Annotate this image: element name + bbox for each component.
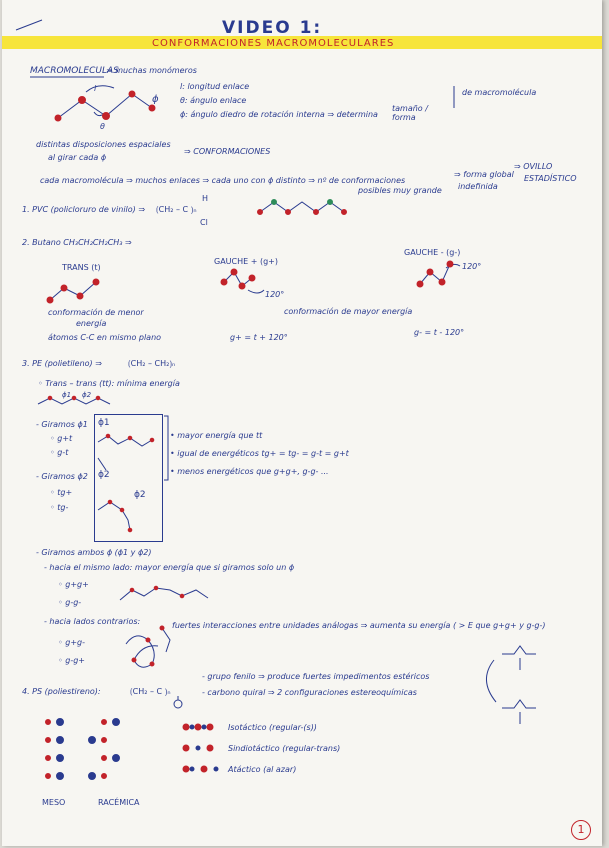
cada-estadistico: ESTADÍSTICO (524, 174, 577, 183)
gm-eq: g- = t - 120° (414, 328, 465, 337)
ps-ata: Atáctico (al azar) (228, 765, 297, 774)
ps-carbono: - carbono quiral ⇒ 2 configuraciones estereoquímicas (202, 688, 417, 697)
pe-gpgm: ◦ g+g- (58, 638, 86, 647)
diag-l-label: l (94, 84, 97, 93)
page-subtitle: CONFORMACIONES MACROMOLECULARES (152, 38, 395, 49)
pe-label: 3. PE (polietileno) ⇒ (22, 359, 102, 368)
cada-text: cada macromolécula ⇒ muchos enlaces ⇒ cada uno con ϕ distinto ⇒ nº de conformaciones (40, 176, 406, 185)
pvc-label: 1. PVC (policloruro de vinilo) ⇒ (22, 205, 146, 214)
conf-line2: al girar cada ϕ (48, 153, 107, 162)
diag-phi-label: ϕ (152, 94, 159, 105)
angle-120-b: 120° (462, 262, 482, 271)
pvc-h: H (202, 194, 209, 203)
pe-ambos: - Giramos ambos ϕ (ϕ1 y ϕ2) (36, 548, 152, 557)
def-l: l: longitud enlace (180, 82, 250, 91)
g1a: ◦ g+t (50, 434, 73, 443)
g2a: ◦ tg+ (50, 488, 73, 497)
trans-note3: átomos C-C en mismo plano (48, 333, 162, 342)
notebook-page (2, 0, 602, 846)
pvc-cl: Cl (200, 218, 208, 227)
giramos-phi2: - Giramos ϕ2 (36, 472, 88, 481)
macro-heading-rest: = muchas monómeros (106, 66, 197, 75)
diag-theta-label: θ (100, 122, 105, 131)
pe-b1: • mayor energía que tt (170, 431, 263, 440)
cada-forma: ⇒ forma global (454, 170, 514, 179)
pe-b3: • menos energéticos que g+g+, g-g- ... (170, 467, 329, 476)
page-title: VIDEO 1: (222, 18, 323, 38)
conf-line1: distintas disposiciones espaciales (36, 140, 171, 149)
mayor-energia: conformación de mayor energía (284, 307, 413, 316)
pe-mismo: - hacia el mismo lado: mayor energía que si giramos solo un ϕ (44, 563, 295, 572)
def-theta: θ: ángulo enlace (180, 96, 247, 105)
de-macro: de macromolécula (462, 88, 537, 97)
ps-meso: MESO (42, 798, 66, 807)
gp-eq: g+ = t + 120° (230, 333, 288, 342)
pe-formula: ⟮CH₂ – CH₂⟯ₙ (128, 359, 176, 368)
angle-120-a: 120° (265, 290, 285, 299)
phi1-box: ϕ1 (98, 418, 110, 428)
gauche-plus-label: GAUCHE + (g+) (214, 257, 278, 266)
butano-label: 2. Butano CH₃CH₂CH₂CH₃ ⇒ (22, 238, 132, 247)
page-number: 1 (571, 820, 591, 840)
cada-indefinida: indefinida (458, 182, 498, 191)
ps-formula: ⟮CH₂ – C ⟯ₙ (130, 687, 171, 696)
ps-sindio: Sindiotáctico (regular-trans) (228, 744, 341, 753)
cada-posibles: posibles muy grande (358, 186, 442, 195)
pe-b2: • igual de energéticos tg+ = tg- = g-t = g+t (170, 449, 349, 458)
ps-grupo: - grupo fenilo ⇒ produce fuertes impedimentos estéricos (202, 672, 430, 681)
pe-contrarios: - hacia lados contrarios: (44, 617, 141, 626)
giramos-phi1: - Giramos ϕ1 (36, 420, 88, 429)
ps-racemica: RACÉMICA (98, 798, 140, 807)
pe-phi1-top: ϕ1 (62, 391, 72, 399)
pe-gmgp: ◦ g-g+ (58, 656, 86, 665)
pe-tt: ◦ Trans – trans (tt): mínima energía (38, 379, 180, 388)
pvc-formula: ⟮CH₂ – C ⟯ₙ (156, 205, 197, 214)
trans-note2: energía (76, 319, 107, 328)
cada-ovillo: ⇒ OVILLO (514, 162, 553, 171)
pe-phi2-top: ϕ2 (82, 391, 92, 399)
phi2-box-b: ϕ2 (134, 490, 146, 500)
molecule-drawings (2, 0, 602, 846)
ps-label: 4. PS (poliestireno): (22, 687, 101, 696)
macro-heading: MACROMOLECULAS (30, 66, 119, 76)
trans-label: TRANS (t) (62, 263, 101, 272)
pe-fuertes: fuertes interacciones entre unidades análogas ⇒ aumenta su energía ( > E que g+g+ y g-g-) (172, 621, 546, 630)
pe-gpgp: ◦ g+g+ (58, 580, 89, 589)
phi2-box: ϕ2 (98, 470, 110, 480)
g1b: ◦ g-t (50, 448, 69, 457)
gauche-minus-label: GAUCHE - (g-) (404, 248, 461, 257)
ps-iso: Isotáctico (regular-(s)) (228, 723, 317, 732)
def-phi: ϕ: ángulo diedro de rotación interna ⇒ determina (180, 110, 378, 119)
trans-note1: conformación de menor (48, 308, 144, 317)
pe-gmgm: ◦ g-g- (58, 598, 82, 607)
g2b: ◦ tg- (50, 503, 69, 512)
conf-arrow: ⇒ CONFORMACIONES (184, 147, 271, 156)
tam-forma: tamaño / forma (392, 104, 428, 122)
